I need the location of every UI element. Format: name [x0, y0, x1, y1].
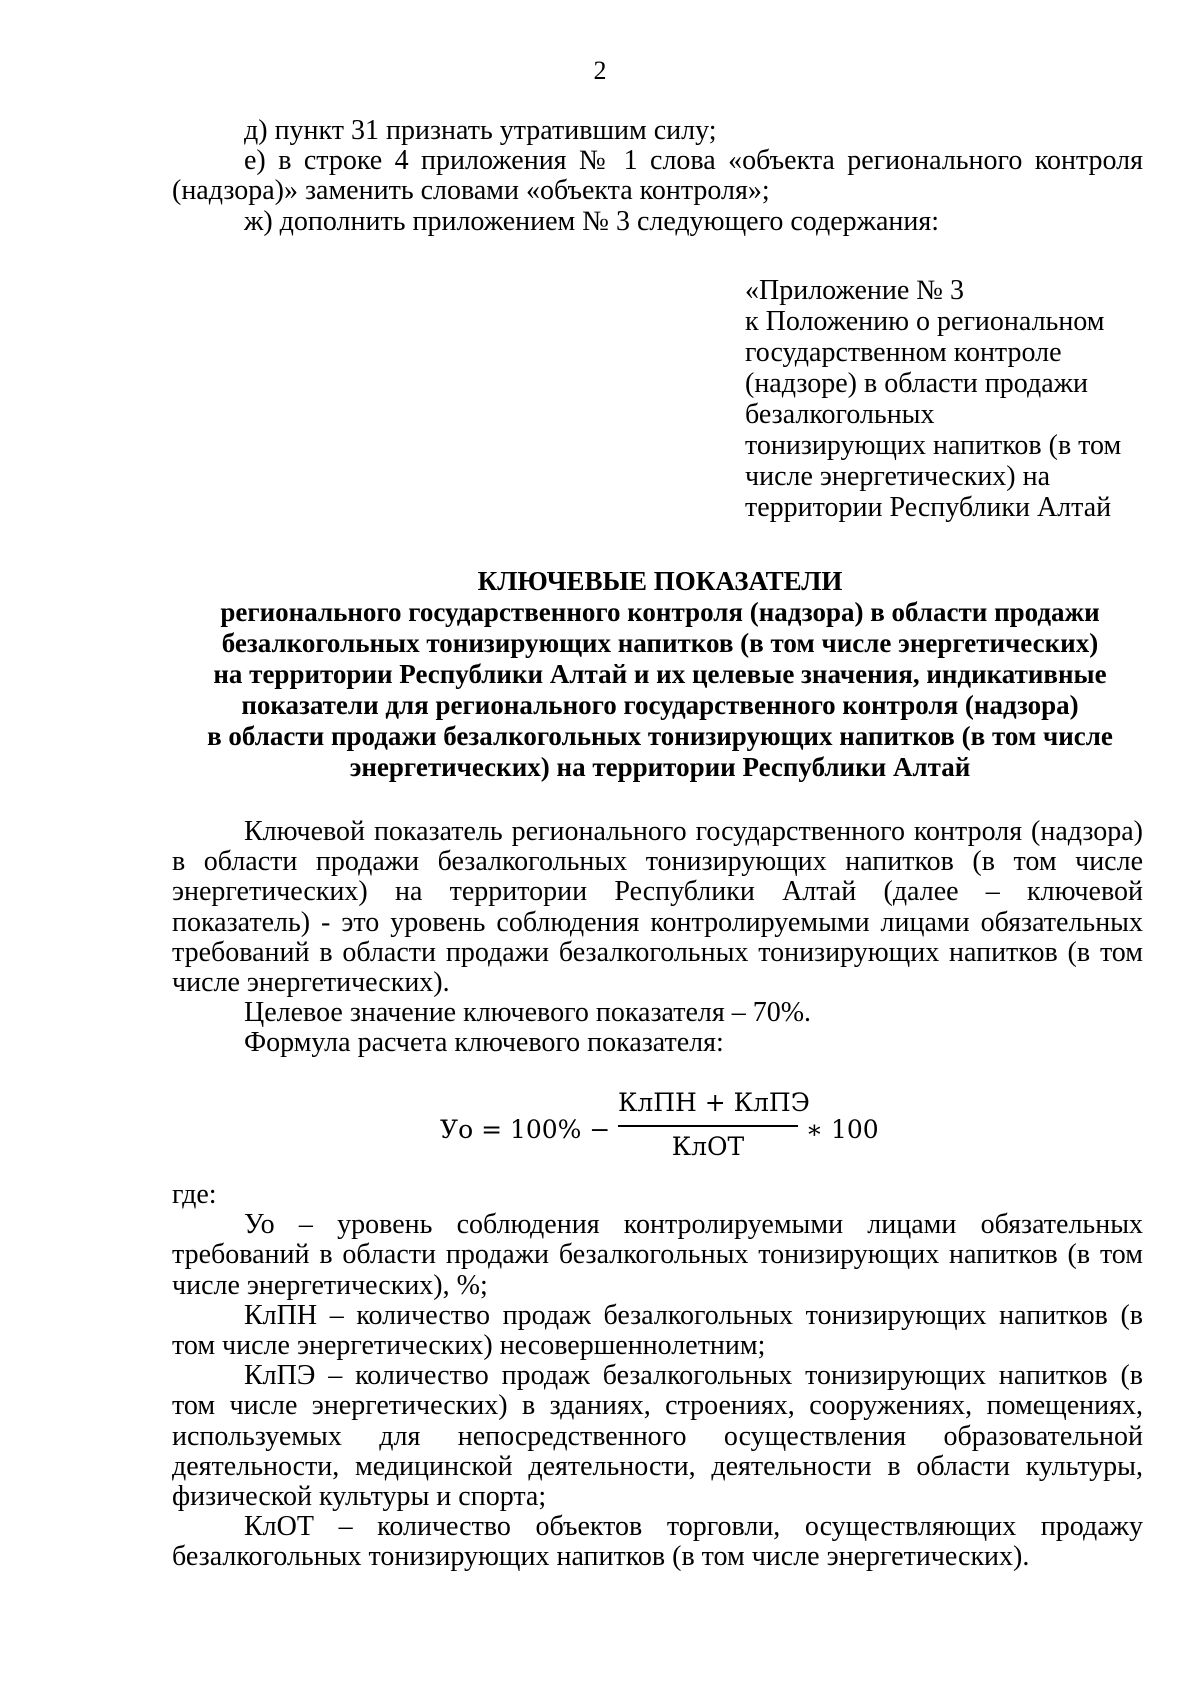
amendments-block: [172, 116, 1143, 237]
appendix-line: «Приложение № 3: [745, 275, 964, 306]
heading-line: показатели для регионального государственного контроля (надзора): [241, 690, 1079, 720]
definition-klot: КлОТ – количество объектов торговли, осуществляющих продажу безалкогольных тонизирующих напитков (в том числе энергетических).: [172, 1511, 1143, 1573]
formula-rhs: ∗ 100: [806, 1115, 879, 1144]
heading-line: безалкогольных тонизирующих напитков (в том числе энергетических): [221, 628, 1099, 658]
key-indicator-block: [172, 817, 1143, 1059]
formula-denominator: КлОТ: [671, 1132, 745, 1161]
appendix-header: [745, 275, 1165, 523]
section-heading: [150, 566, 1170, 783]
formula-fraction: [618, 1085, 810, 1165]
appendix-line: тонизирующих напитков (в том: [745, 430, 1122, 461]
page-number: 2: [593, 56, 607, 85]
appendix-line: государственном контроле: [745, 337, 1062, 368]
heading-line: в области продажи безалкогольных тонизирующих напитков (в том числе: [207, 721, 1113, 751]
heading-line: на территории Республики Алтай и их целевые значения, индикативные: [213, 659, 1107, 689]
appendix-line: (надзоре) в области продажи: [745, 368, 1088, 399]
heading-line: энергетических) на территории Республики Алтай: [349, 752, 971, 782]
appendix-line: безалкогольных: [745, 399, 935, 430]
appendix-line: территории Республики Алтай: [745, 492, 1112, 523]
amendment-item-e: е) в строке 4 приложения № 1 слова «объекта регионального контроля (надзора)» заменить словами «объекта контроля»;: [172, 145, 1143, 207]
heading-title: КЛЮЧЕВЫЕ ПОКАЗАТЕЛИ: [477, 566, 843, 596]
amendment-item-d: д) пункт 31 признать утратившим силу;: [244, 115, 717, 146]
appendix-line: числе энергетических) на: [745, 461, 1051, 492]
formula-intro: Формула расчета ключевого показателя:: [244, 1027, 724, 1059]
appendix-line: к Положению о региональном: [745, 306, 1105, 337]
target-value: Целевое значение ключевого показателя – 70%.: [244, 997, 812, 1029]
amendment-item-zh: ж) дополнить приложением № 3 следующего содержания:: [244, 205, 940, 237]
definition-uo: Уо – уровень соблюдения контролируемыми лицами обязательных требований в области продажи безалкогольных тонизирующих напитков (в том числе энергетических), %;: [172, 1209, 1143, 1301]
formula-lhs: Уо = 100% −: [440, 1115, 611, 1144]
formula-numerator: КлПН + КлПЭ: [618, 1088, 810, 1117]
heading-line: регионального государственного контроля (надзора) в области продажи: [220, 597, 1100, 627]
key-indicator-definition: Ключевой показатель регионального государственного контроля (надзора) в области продажи безалкогольных тонизирующих напитков (в том числе энергетических) на территории Республики Алтай (далее – ключевой показатель) - это уровень соблюдения контролируемыми лицами обязательных требований в области продажи безалкогольных тонизирующих напитков (в том числе энергетических).: [172, 816, 1143, 999]
definition-klpe: КлПЭ – количество продаж безалкогольных тонизирующих напитков (в том числе энергетических) в зданиях, строениях, сооружениях, помещениях, используемых для непосредственного осуществления образовательной деятельности, медицинской деятельности, деятельности в области культуры, физической культуры и спорта;: [172, 1360, 1143, 1513]
where-label: где:: [172, 1179, 217, 1210]
definition-klpn: КлПН – количество продаж безалкогольных тонизирующих напитков (в том числе энергетических) несовершеннолетним;: [172, 1299, 1143, 1362]
fraction-bar: [618, 1125, 798, 1127]
definitions-block: [172, 1180, 1143, 1573]
